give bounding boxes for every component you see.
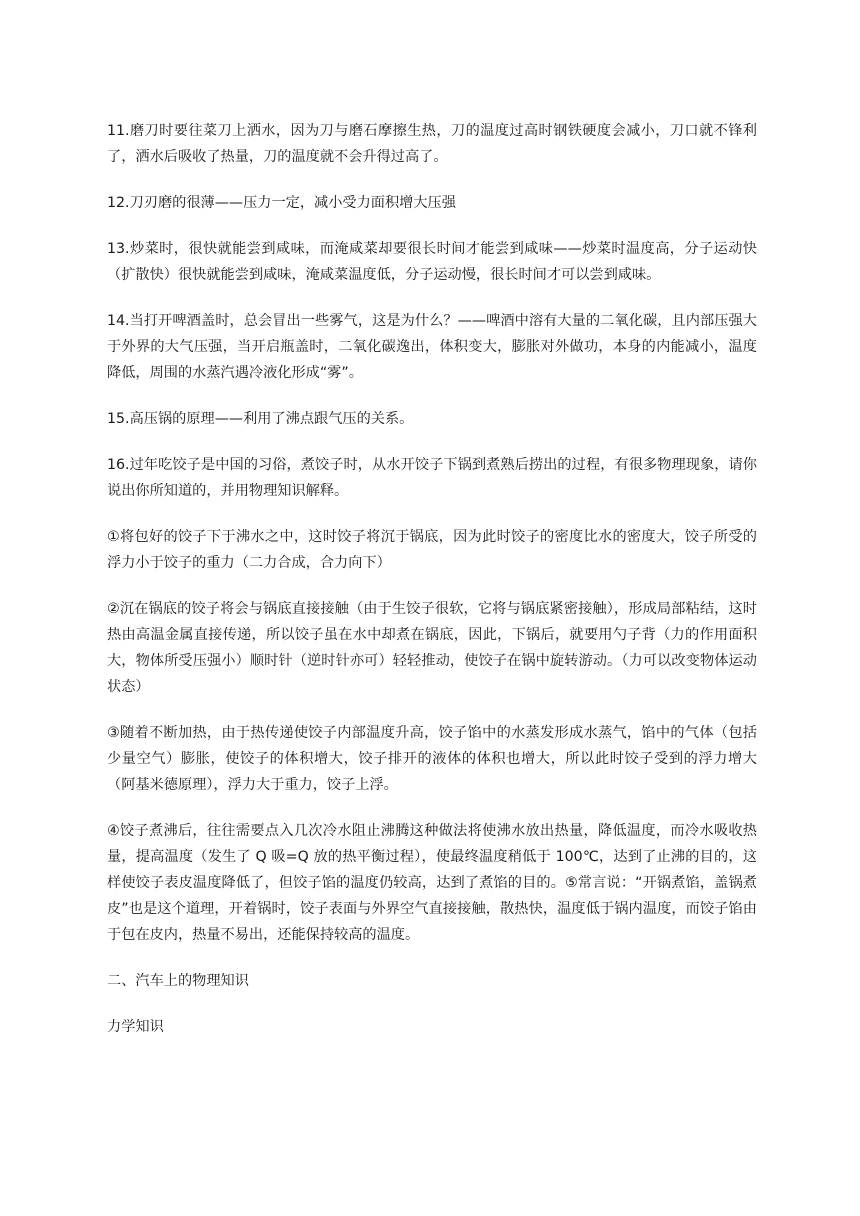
section-heading: 二、汽车上的物理知识 (107, 973, 249, 989)
paragraph-dumpling-point-3: ③随着不断加热，由于热传递使饺子内部温度升高，饺子馅中的水蒸发形成水蒸气，馅中的气体（包括少量空气）膨胀，使饺子的体积增大，饺子排开的液体的体积也增大，所以此时饺子受到的浮力增大（阿基米德原理），浮力大于重力，饺子上浮。 (107, 725, 757, 793)
subsection-heading: 力学知识 (107, 1019, 164, 1035)
paragraph-14-beer-fog: 14.当打开啤酒盖时，总会冒出一些雾气，这是为什么？——啤酒中溶有大量的二氧化碳，且内部压强大于外界的大气压强，当开启瓶盖时，二氧化碳逸出，体积变大，膨胀对外做功，本身的内能减小，温度降低，周围的水蒸汽遇冷液化形成“雾”。 (107, 313, 757, 381)
paragraph-dumpling-point-2: ②沉在锅底的饺子将会与锅底直接接触（由于生饺子很软，它将与锅底紧密接触），形成局部粘结，这时热由高温金属直接传递，所以饺子虽在水中却煮在锅底，因此，下锅后，就要用勺子背（力的作用面积大，物体所受压强小）顺时针（逆时针亦可）轻轻推动，使饺子在锅中旋转游动。（力可以改变物体运动状态） (107, 601, 757, 695)
paragraph-11-knife-sharpening: 11.磨刀时要往菜刀上洒水，因为刀与磨石摩擦生热，刀的温度过高时钢铁硬度会减小，刀口就不锋利了，洒水后吸收了热量，刀的温度就不会升得过高了。 (107, 123, 757, 165)
paragraph-15-pressure-cooker: 15.高压锅的原理——利用了沸点跟气压的关系。 (107, 411, 414, 427)
paragraph-dumpling-point-4: ④饺子煮沸后，往往需要点入几次冷水阻止沸腾这种做法将使沸水放出热量，降低温度，而冷水吸收热量，提高温度（发生了 Q 吸=Q 放的热平衡过程），使最终温度稍低于 100℃，达到了止沸的目的，这样使饺子表皮温度降低了，但饺子馅的温度仍较高，达到了煮馅的目的。⑤常言说：“开锅煮馅，盖锅煮皮”也是这个道理，开着锅时，饺子表面与外界空气直接接触，散热快，温度低于锅内温度，而饺子馅由于包在皮内，热量不易出，还能保持较高的温度。 (107, 823, 757, 943)
paragraph-16-dumplings: 16.过年吃饺子是中国的习俗，煮饺子时，从水开饺子下锅到煮熟后捞出的过程，有很多物理现象，请你说出你所知道的，并用物理知识解释。 (107, 457, 757, 499)
paragraph-12-thin-blade: 12.刀刃磨的很薄——压力一定，减小受力面积增大压强 (107, 195, 456, 211)
paragraph-dumpling-point-1: ①将包好的饺子下于沸水之中，这时饺子将沉于锅底，因为此时饺子的密度比水的密度大，饺子所受的浮力小于饺子的重力（二力合成，合力向下） (107, 529, 757, 571)
document-page (107, 118, 757, 1060)
paragraph-13-diffusion: 13.炒菜时，很快就能尝到咸味，而淹咸菜却要很长时间才能尝到咸味——炒菜时温度高，分子运动快（扩散快）很快就能尝到咸味，淹咸菜温度低，分子运动慢，很长时间才可以尝到咸味。 (107, 241, 757, 283)
